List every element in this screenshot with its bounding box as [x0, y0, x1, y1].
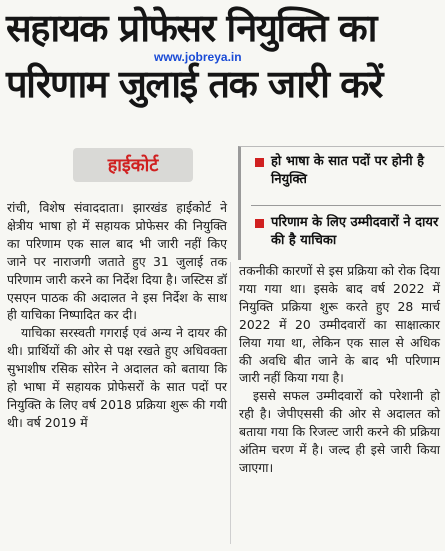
watermark-url: www.jobreya.in: [154, 50, 242, 64]
section-tag-label: हाईकोर्ट: [107, 155, 159, 176]
column-divider: [230, 262, 231, 544]
highlight-text: परिणाम के लिए उम्मीदवारों ने दायर की है याचिका: [271, 215, 439, 248]
section-tag: [73, 148, 193, 182]
highlight-item: [251, 214, 441, 250]
highlights-box: [238, 146, 444, 260]
highlight-item: [251, 153, 441, 189]
headline-line-1: सहायक प्रोफेसर नियुक्ति का: [6, 6, 376, 50]
square-bullet-icon: [255, 219, 264, 228]
article-right-column: [239, 262, 440, 477]
article-paragraph: रांची, विशेष संवाददाता। झारखंड हाईकोर्ट ने क्षेत्रीय भाषा हो में सहायक प्रोफेसर की नियुक्ति का परिणाम एक साल बाद भी जारी नहीं किए जाने पर नाराजगी जताते हुए 31 जुलाई तक परिणाम जारी करने का निर्देश दिया है। जस्टिस डॉ एसएन पाठक की अदालत ने इस निर्देश के साथ ही याचिका निष्पादित कर दी।: [7, 200, 227, 323]
highlight-divider: [251, 205, 441, 206]
article-left-column: [7, 199, 227, 432]
article-paragraph: तकनीकी कारणों से इस प्रक्रिया को रोक दिया गया गया था। इसके बाद वर्ष 2022 में नियुक्ति प्रक्रिया शुरू करते हुए 28 मार्च 2022 में 20 उम्मीदवारों का साक्षात्कार लिया गया था, लेकिन एक साल से अधिक की अवधि बीत जाने के बाद भी परिणाम जारी नहीं किया गया है।: [239, 263, 440, 386]
headline-line-2: परिणाम जुलाई तक जारी करें: [6, 62, 382, 106]
article-paragraph: इससे सफल उम्मीदवारों को परेशानी हो रही है। जेपीएससी की ओर से अदालत को बताया गया कि रिजल्ट जारी करने की प्रक्रिया अंतिम चरण में है। जल्द ही इसे जारी किया जाएगा।: [239, 388, 440, 475]
square-bullet-icon: [255, 158, 264, 167]
article-paragraph: याचिका सरस्वती गगराई एवं अन्य ने दायर की थी। प्रार्थियों की ओर से पक्ष रखते हुए अधिवक्ता सुभाशीष रसिक सोरेन ने अदालत को बताया कि हो भाषा में सहायक प्रोफेसरों के सात पदों पर नियुक्ति के लिए वर्ष 2018 प्रक्रिया शुरू की गयी थी। वर्ष 2019 में: [7, 325, 227, 430]
highlight-text: हो भाषा के सात पदों पर होनी है नियुक्ति: [271, 154, 424, 187]
